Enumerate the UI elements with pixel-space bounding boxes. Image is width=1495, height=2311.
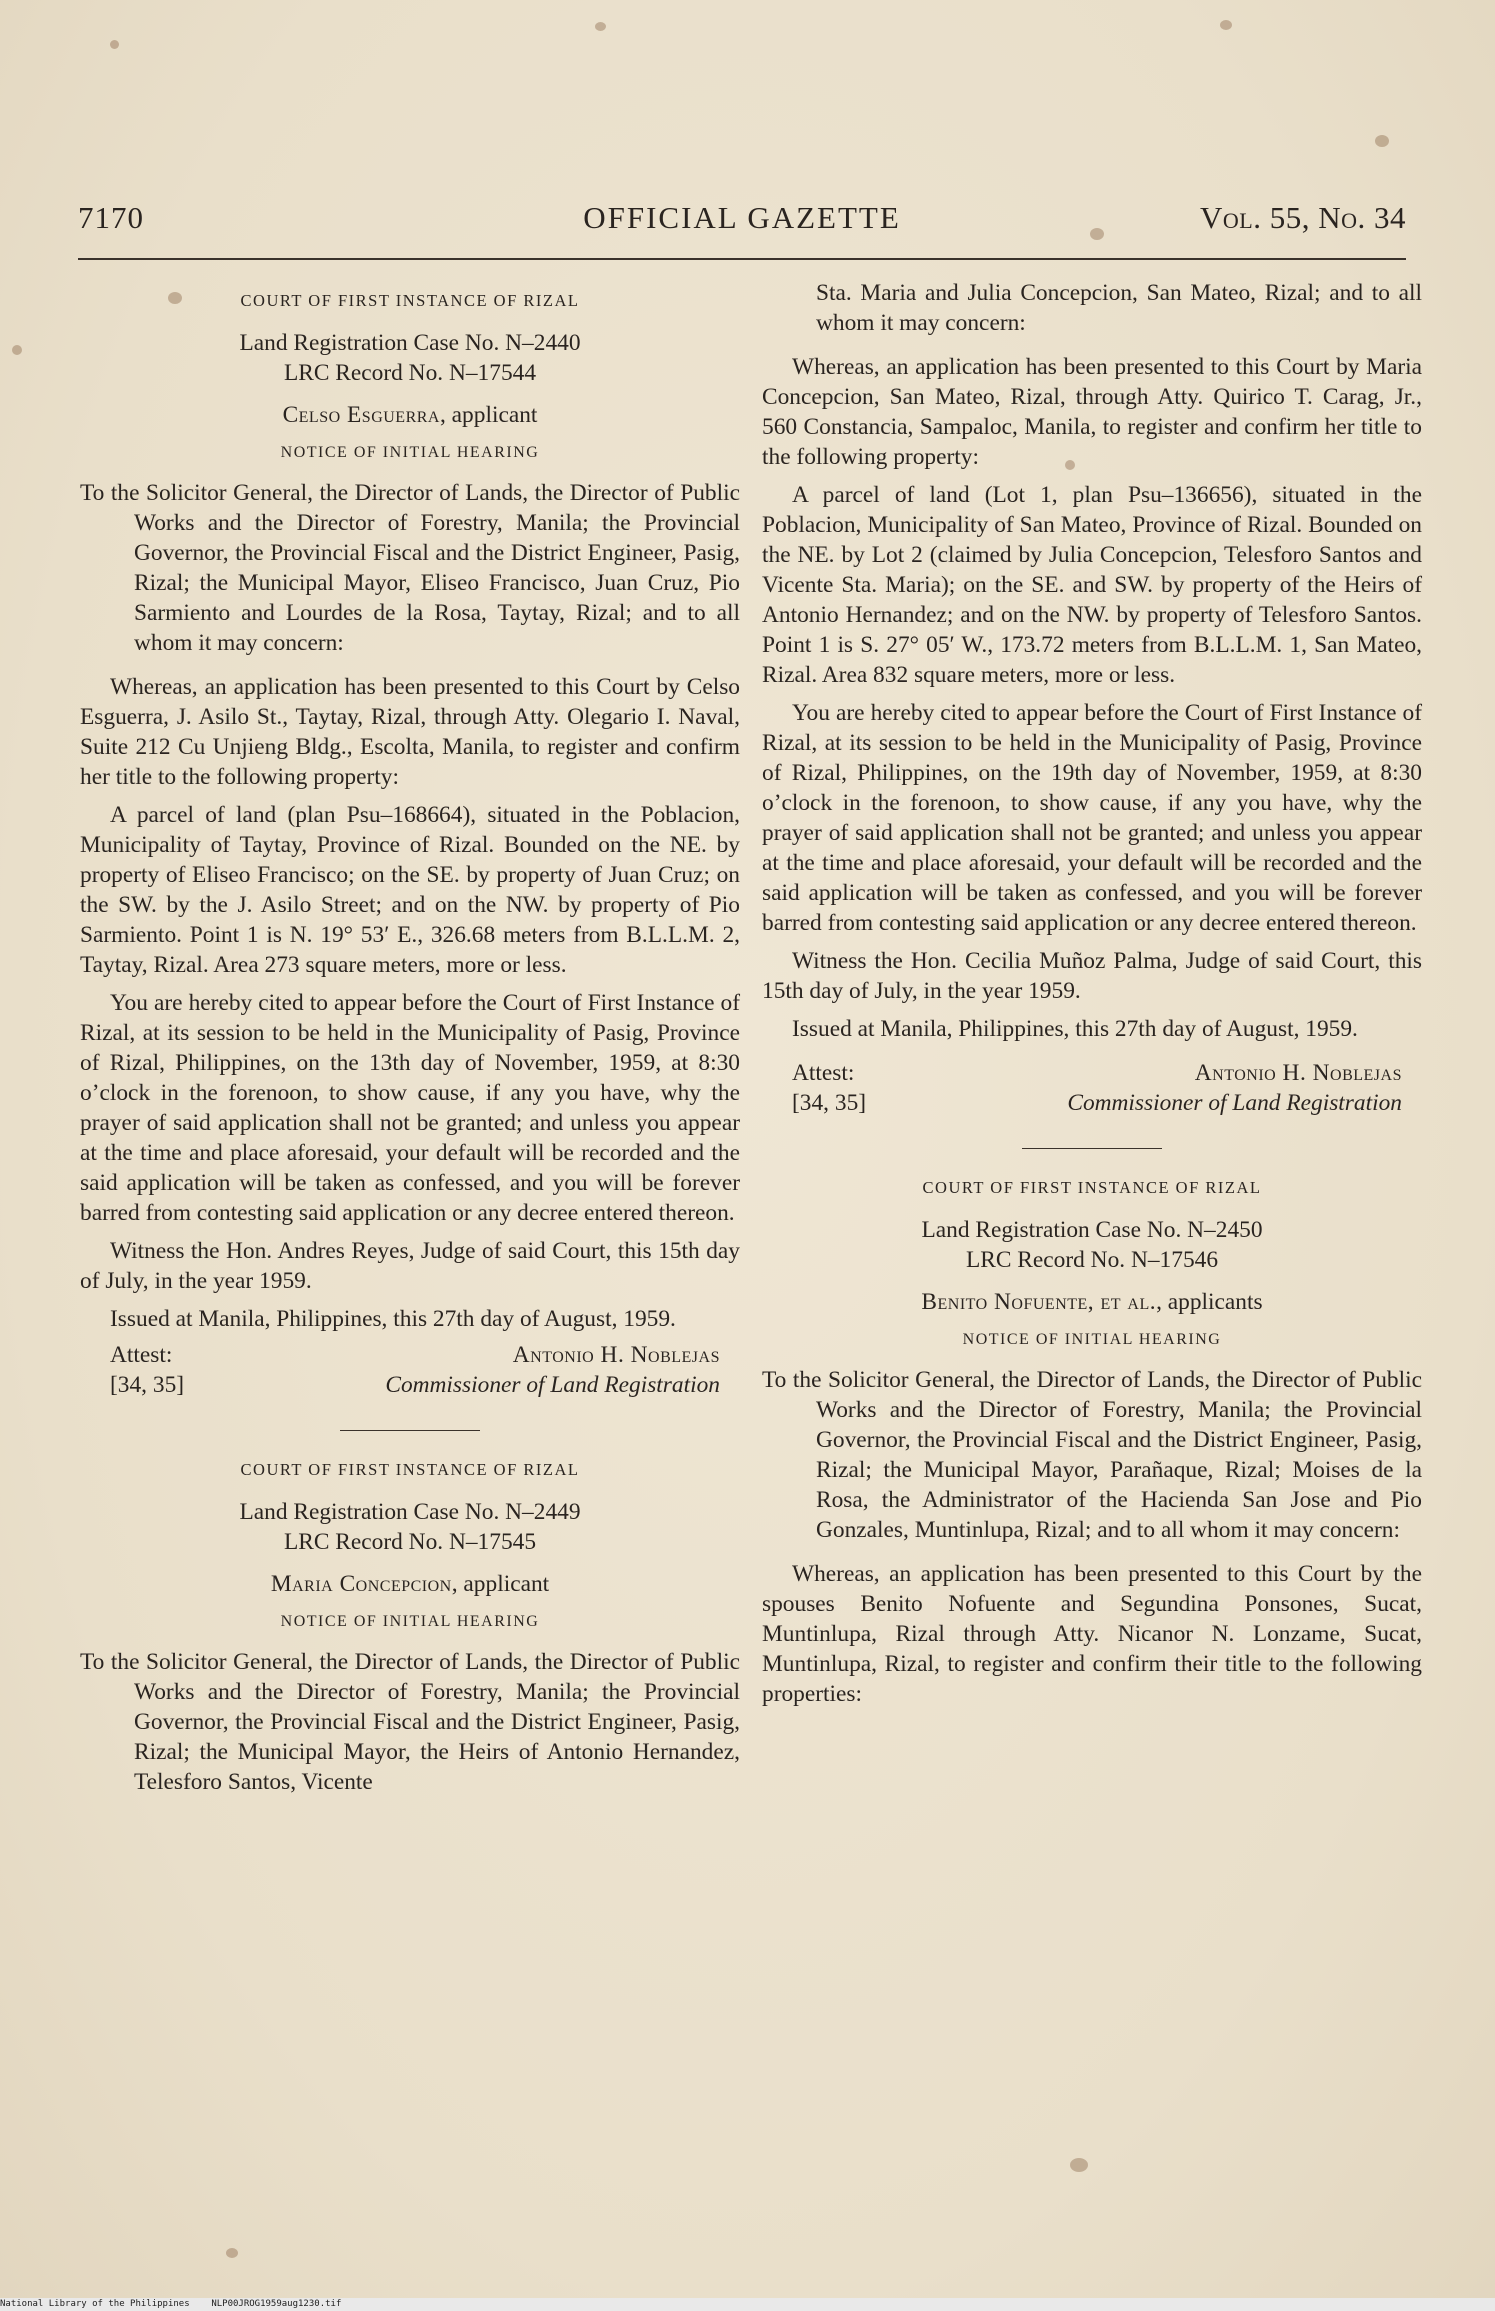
issue-reference: [34, 35] (792, 1090, 867, 1116)
foxing-spot (595, 22, 606, 31)
case-number: Land Registration Case No. N–2450 (921, 1217, 1263, 1243)
attest-block (762, 1058, 1422, 1118)
citation-paragraph: You are hereby cited to appear before the Court of First Instance of Rizal, at its session to be held in the Municipality of Pasig, Province of Rizal, Philippines, on the 19th day of November, 1959, at 8:30 o’clock in the forenoon, to show cause, if any you have, why the prayer of said application shall not be granted; and unless you appear at the time and place aforesaid, your default will be recorded and the said application will be taken as confessed, and you will be forever barred from contesting said application or any decree entered thereon. (762, 700, 1422, 936)
lrc-record: LRC Record No. N–17544 (283, 360, 537, 386)
left-column (80, 278, 740, 1797)
witness-paragraph: Witness the Hon. Cecilia Muñoz Palma, Judge of said Court, this 15th day of July, in the year 1959. (762, 948, 1422, 1004)
case-number: Land Registration Case No. N–2440 (239, 330, 581, 356)
attest-label: Attest: (792, 1060, 855, 1086)
applicant-name: Benito Nofuente, et al. (921, 1289, 1157, 1315)
addressees-paragraph: To the Solicitor General, the Director of Lands, the Director of Public Works and the Director of Forestry, Manila; the Provincial Governor, the Provincial Fiscal and the District Engineer, Pasig, Rizal; the Municipal Mayor, Parañaque, Rizal; Moises de la Rosa, the Administrator of the Hacienda San Jose and Pio Gonzales, Muntinlupa, Rizal; and to all whom it may concern: (762, 1367, 1422, 1543)
notice-title: NOTICE OF INITIAL HEARING (280, 1613, 540, 1630)
foxing-spot (12, 345, 22, 355)
applicant-line (762, 1287, 1422, 1317)
court-heading: COURT OF FIRST INSTANCE OF RIZAL (240, 291, 580, 310)
foxing-spot (168, 292, 182, 304)
header-rule (78, 258, 1406, 260)
notice-title: NOTICE OF INITIAL HEARING (280, 444, 540, 461)
notice-title: NOTICE OF INITIAL HEARING (962, 1331, 1222, 1348)
notice-divider (1022, 1148, 1162, 1149)
case-number: Land Registration Case No. N–2449 (239, 1499, 581, 1525)
page-header (78, 192, 1406, 242)
attest-block (80, 1340, 740, 1400)
property-paragraph: A parcel of land (plan Psu–168664), situated in the Poblacion, Municipality of Taytay, Province of Rizal. Bounded on the NE. by property of Eliseo Francisco; on the SE. by property of Juan Cruz; on the SW. by the J. Asilo Street; and on the NW. by property of Pio Sarmiento. Point 1 is N. 19° 53′ E., 326.68 meters from B.L.L.M. 2, Taytay, Rizal. Area 273 square meters, more or less. (80, 802, 740, 978)
signatory-name: Antonio H. Noblejas (1194, 1060, 1402, 1086)
applicant-suffix: , applicants (1156, 1289, 1263, 1315)
volume-number: Vol. 55, No. 34 (1200, 200, 1406, 235)
court-heading: COURT OF FIRST INSTANCE OF RIZAL (240, 1460, 580, 1479)
notice-n2449 (80, 1455, 740, 1797)
foxing-spot (1070, 2158, 1088, 2172)
property-paragraph: A parcel of land (Lot 1, plan Psu–136656), situated in the Poblacion, Municipality of San Mateo, Province of Rizal. Bounded on the NE. by Lot 2 (claimed by Julia Concepcion, Telesforo Santos and Vicente Sta. Maria); on the SE. and SW. by property of the Heirs of Antonio Hernandez; and on the NW. by property of Telesforo Santos. Point 1 is S. 27° 05′ W., 173.72 meters from B.L.L.M. 1, San Mateo, Rizal. Area 832 square meters, more or less. (762, 482, 1422, 688)
notice-n2449-continued (762, 278, 1422, 1118)
lrc-record: LRC Record No. N–17545 (283, 1529, 537, 1555)
applicant-name: Maria Concepcion (270, 1571, 452, 1597)
applicant-suffix: , applicant (439, 402, 538, 428)
applicant-suffix: , applicant (451, 1571, 550, 1597)
court-heading: COURT OF FIRST INSTANCE OF RIZAL (922, 1178, 1262, 1197)
right-column (762, 278, 1422, 1709)
applicant-line (80, 400, 740, 430)
addressees-paragraph: To the Solicitor General, the Director of Lands, the Director of Public Works and the Director of Forestry, Manila; the Provincial Governor, the Provincial Fiscal and the District Engineer, Pasig, Rizal; the Municipal Mayor, the Heirs of Antonio Hernandez, Telesforo Santos, Vicente (80, 1649, 740, 1795)
publication-title: OFFICIAL GAZETTE (583, 200, 901, 235)
foxing-spot (226, 2248, 238, 2258)
signatory-title: Commissioner of Land Registration (1067, 1090, 1402, 1116)
signatory-title: Commissioner of Land Registration (385, 1372, 720, 1398)
page-number: 7170 (78, 200, 144, 235)
lrc-record: LRC Record No. N–17546 (965, 1247, 1219, 1273)
issue-reference: [34, 35] (110, 1372, 185, 1398)
attest-label: Attest: (110, 1342, 173, 1368)
notice-n2440 (80, 286, 740, 1400)
addressees-paragraph: To the Solicitor General, the Director of Lands, the Director of Public Works and the Director of Forestry, Manila; the Provincial Governor, the Provincial Fiscal and the District Engineer, Pasig, Rizal; the Municipal Mayor, Eliseo Francisco, Juan Cruz, Pio Sarmiento and Lourdes de la Rosa, Taytay, Rizal; and to all whom it may concern: (80, 480, 740, 656)
addressees-continued: Sta. Maria and Julia Concepcion, San Mateo, Rizal; and to all whom it may concern: (816, 280, 1422, 336)
issued-paragraph: Issued at Manila, Philippines, this 27th day of August, 1959. (110, 1306, 676, 1332)
whereas-paragraph: Whereas, an application has been presented to this Court by Maria Concepcion, San Mateo, Rizal, through Atty. Quirico T. Carag, Jr., 560 Constancia, Sampaloc, Manila, to register and confirm her title to the following property: (762, 354, 1422, 470)
foxing-spot (110, 40, 119, 49)
witness-paragraph: Witness the Hon. Andres Reyes, Judge of said Court, this 15th day of July, in the year 1959. (80, 1238, 740, 1294)
applicant-name: Celso Esguerra (282, 402, 440, 428)
signatory-name: Antonio H. Noblejas (512, 1342, 720, 1368)
foxing-spot (1220, 20, 1232, 30)
notice-divider (340, 1430, 480, 1431)
whereas-paragraph: Whereas, an application has been presented to this Court by the spouses Benito Nofuente and Segundina Ponsones, Sucat, Muntinlupa, Rizal through Atty. Nicanor N. Lonzame, Sucat, Muntinlupa, Rizal, to register and confirm their title to the following properties: (762, 1561, 1422, 1707)
foxing-spot (1065, 460, 1075, 470)
whereas-paragraph: Whereas, an application has been presented to this Court by Celso Esguerra, J. Asilo St., Taytay, Rizal, through Atty. Olegario I. Naval, Suite 212 Cu Unjieng Bldg., Escolta, Manila, to register and confirm her title to the following property: (80, 674, 740, 790)
applicant-line (80, 1569, 740, 1599)
foxing-spot (1090, 228, 1104, 240)
issued-paragraph: Issued at Manila, Philippines, this 27th day of August, 1959. (792, 1016, 1358, 1042)
foxing-spot (1375, 135, 1389, 147)
notice-n2450 (762, 1173, 1422, 1709)
scan-footer: National Library of the Philippines NLP00JROG1959aug1230.tif (0, 2298, 1495, 2311)
citation-paragraph: You are hereby cited to appear before the Court of First Instance of Rizal, at its session to be held in the Municipality of Pasig, Province of Rizal, Philippines, on the 13th day of November, 1959, at 8:30 o’clock in the forenoon, to show cause, if any you have, why the prayer of said application shall not be granted; and unless you appear at the time and place aforesaid, your default will be recorded and the said application will be taken as confessed, and you will be forever barred from contesting said application or any decree entered thereon. (80, 990, 740, 1226)
